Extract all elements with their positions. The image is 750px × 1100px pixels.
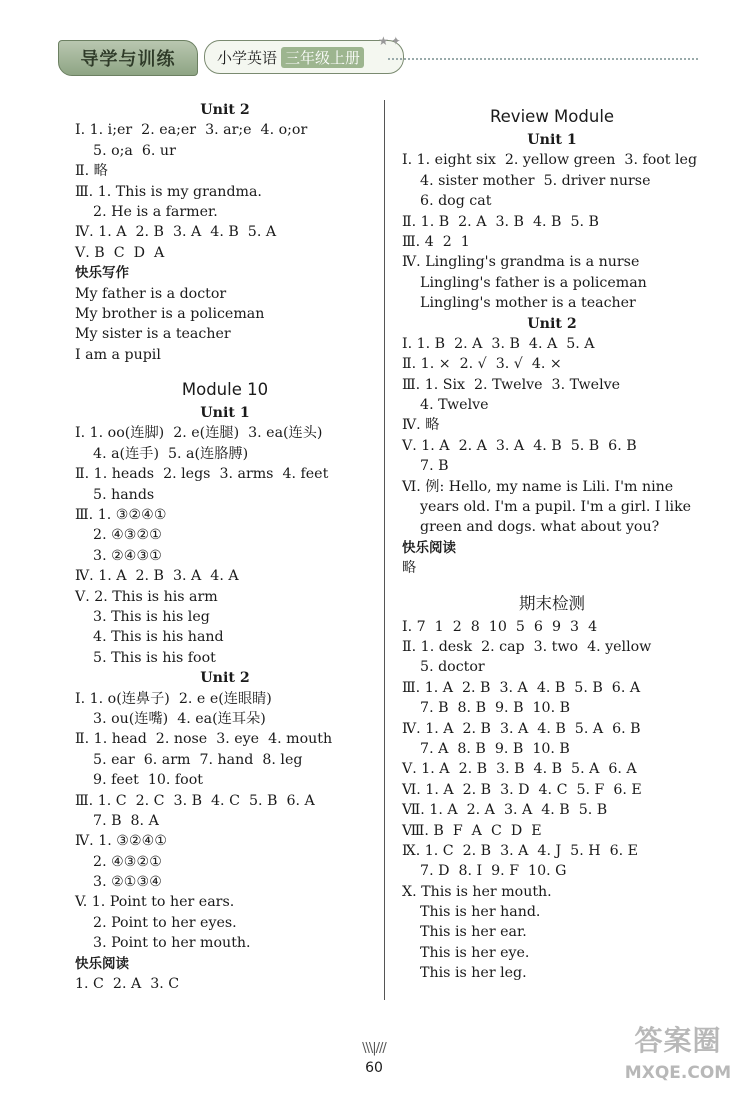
header-dotted-rule bbox=[388, 58, 698, 60]
answer-line: 7. D 8. I 9. F 10. G bbox=[402, 863, 567, 880]
module-heading: Module 10 bbox=[181, 380, 269, 400]
answer-line: green and dogs. what about you? bbox=[402, 519, 660, 536]
answer-line: Ⅱ. 1. head 2. nose 3. eye 4. mouth bbox=[75, 731, 333, 748]
page-number-block bbox=[339, 1040, 409, 1088]
grade-label: 三年级上册 bbox=[281, 47, 364, 68]
answer-line: Ⅰ. 1. oo(连脚) 2. e(连腿) 3. ea(连头) bbox=[75, 425, 323, 442]
answer-line: V. 1. Point to her ears. bbox=[75, 894, 235, 911]
sunburst-ornament-icon: \\\|/// bbox=[362, 1041, 386, 1056]
answer-line: 5. ear 6. arm 7. hand 8. leg bbox=[75, 751, 303, 768]
page-header bbox=[58, 34, 698, 78]
answer-line: Ⅱ. 1. B 2. A 3. B 4. B 5. B bbox=[402, 213, 599, 230]
series-title: 导学与训练 bbox=[58, 40, 198, 76]
answer-line: years old. I'm a pupil. I'm a girl. I like bbox=[402, 499, 692, 516]
answer-line: Ⅳ. Lingling's grandma is a nurse bbox=[402, 254, 640, 271]
answer-line: Ⅹ. This is her mouth. bbox=[402, 883, 552, 900]
module-heading: Review Module bbox=[489, 107, 615, 126]
answer-line: Lingling's mother is a teacher bbox=[402, 295, 636, 312]
unit-heading: Unit 2 bbox=[200, 670, 250, 687]
answer-line: 3. This is his leg bbox=[75, 608, 210, 625]
answer-line: This is her hand. bbox=[402, 904, 541, 921]
right-answer-column bbox=[402, 100, 702, 984]
answer-line: This is her eye. bbox=[402, 944, 530, 961]
answer-line: 2. ④③②① bbox=[75, 853, 162, 870]
subject-label bbox=[204, 40, 404, 74]
answer-line: 3. ②④③① bbox=[75, 547, 162, 564]
answer-line: 2. ④③②① bbox=[75, 527, 162, 544]
answer-line: 2. He is a farmer. bbox=[75, 203, 218, 220]
answer-line: Ⅸ. 1. C 2. B 3. A 4. J 5. H 6. E bbox=[402, 842, 639, 859]
answer-line: Ⅰ. 1. B 2. A 3. B 4. A 5. A bbox=[402, 335, 595, 352]
section-heading: 快乐写作 bbox=[75, 265, 129, 282]
answer-line: 3. ②①③④ bbox=[75, 874, 162, 891]
answer-line: Ⅳ. 1. ③②④① bbox=[75, 833, 168, 850]
page-number: 60 bbox=[365, 1060, 383, 1076]
answer-line: I am a pupil bbox=[75, 346, 161, 363]
left-answer-column bbox=[75, 100, 375, 994]
answer-line: Ⅱ. 1. desk 2. cap 3. two 4. yellow bbox=[402, 638, 652, 655]
answer-line: Ⅴ. 1. A 2. A 3. A 4. B 5. B 6. B bbox=[402, 437, 637, 454]
answer-line: 5. hands bbox=[75, 486, 155, 503]
answer-line: 3. ou(连嘴) 4. ea(连耳朵) bbox=[75, 710, 266, 727]
column-divider bbox=[384, 100, 385, 1000]
watermark-text: 答案圈 bbox=[634, 1024, 722, 1057]
answer-line: 4. a(连手) 5. a(连胳膊) bbox=[75, 445, 249, 462]
answer-line: Ⅰ. 1. o(连鼻子) 2. e e(连眼睛) bbox=[75, 690, 272, 707]
answer-line: My sister is a teacher bbox=[75, 326, 231, 343]
answer-line: Ⅳ. 略 bbox=[402, 417, 440, 434]
answer-line: This is her leg. bbox=[402, 965, 527, 982]
answer-line: My father is a doctor bbox=[75, 285, 227, 302]
spacer bbox=[402, 579, 702, 587]
unit-heading: Unit 1 bbox=[200, 405, 250, 422]
answer-line: 5. doctor bbox=[402, 659, 485, 676]
answer-line: Ⅲ. 1. This is my grandma. bbox=[75, 183, 262, 200]
unit-heading: Unit 2 bbox=[200, 102, 250, 118]
answer-line: 9. feet 10. foot bbox=[75, 772, 203, 789]
answer-line: 4. This is his hand bbox=[75, 629, 224, 646]
answer-line: 7. B 8. B 9. B 10. B bbox=[402, 700, 571, 717]
answer-line: Ⅰ. 7 1 2 8 10 5 6 9 3 4 bbox=[402, 618, 598, 635]
unit-heading: Unit 1 bbox=[527, 132, 577, 148]
answer-line: Ⅲ. 1. ③②④① bbox=[75, 507, 167, 524]
answer-line: Ⅲ. 1. C 2. C 3. B 4. C 5. B 6. A bbox=[75, 792, 315, 809]
answer-line: Ⅳ. 1. A 2. B 3. A 4. A bbox=[75, 568, 239, 585]
answer-line: Ⅴ. 1. A 2. B 3. B 4. B 5. A 6. A bbox=[402, 761, 637, 778]
answer-line: Ⅲ. 1. Six 2. Twelve 3. Twelve bbox=[402, 376, 621, 393]
answer-line: Ⅶ. 1. A 2. A 3. A 4. B 5. B bbox=[402, 802, 608, 819]
spacer bbox=[75, 365, 375, 373]
answer-line: Ⅳ. 1. A 2. B 3. A 4. B 5. A bbox=[75, 224, 277, 241]
answer-line: Ⅱ. 略 bbox=[75, 163, 108, 180]
answer-line: 6. dog cat bbox=[402, 193, 492, 210]
answer-line: 7. A 8. B 9. B 10. B bbox=[402, 740, 570, 757]
answer-line: 1. C 2. A 3. C bbox=[75, 976, 180, 993]
answer-line: 5. o;a 6. ur bbox=[75, 142, 176, 159]
section-heading: 快乐阅读 bbox=[402, 539, 456, 556]
answer-line: 4. sister mother 5. driver nurse bbox=[402, 172, 651, 189]
section-heading: 快乐阅读 bbox=[75, 955, 129, 972]
answer-line: 7. B bbox=[402, 458, 449, 475]
watermark-url: MXQE.COM bbox=[624, 1063, 732, 1083]
unit-heading: Unit 2 bbox=[527, 315, 577, 332]
subject-name: 小学英语 bbox=[217, 48, 278, 67]
answer-line: 7. B 8. A bbox=[75, 812, 159, 829]
answer-line: Lingling's father is a policeman bbox=[402, 274, 647, 291]
answer-line: 4. Twelve bbox=[402, 397, 489, 414]
answer-line: 略 bbox=[402, 560, 417, 577]
answer-line: Ⅳ. 1. A 2. B 3. A 4. B 5. A 6. B bbox=[402, 720, 641, 737]
answer-line: Ⅰ. 1. i;er 2. ea;er 3. ar;e 4. o;or bbox=[75, 122, 308, 139]
answer-line: 5. This is his foot bbox=[75, 649, 216, 666]
answer-line: Ⅲ. 1. A 2. B 3. A 4. B 5. B 6. A bbox=[402, 679, 641, 696]
answer-line: Ⅴ. B C D A bbox=[75, 244, 165, 261]
answer-line: Ⅰ. 1. eight six 2. yellow green 3. foot leg bbox=[402, 152, 698, 169]
answer-line: Ⅷ. B F A C D E bbox=[402, 822, 542, 839]
star-decoration-icon: ★✦ bbox=[378, 34, 403, 48]
answer-line: Ⅵ. 1. A 2. B 3. D 4. C 5. F 6. E bbox=[402, 781, 642, 798]
answer-line: My brother is a policeman bbox=[75, 305, 265, 322]
answer-line: Ⅵ. 例: Hello, my name is Lili. I'm nine bbox=[402, 478, 674, 495]
module-heading: 期末检测 bbox=[519, 593, 585, 613]
answer-line: 2. Point to her eyes. bbox=[75, 914, 237, 931]
answer-line: Ⅴ. 2. This is his arm bbox=[75, 588, 218, 605]
answer-line: Ⅲ. 4 2 1 bbox=[402, 233, 470, 250]
answer-line: Ⅱ. 1. × 2. √ 3. √ 4. × bbox=[402, 356, 562, 373]
watermark bbox=[612, 1022, 744, 1094]
answer-line: This is her ear. bbox=[402, 924, 527, 941]
answer-line: Ⅱ. 1. heads 2. legs 3. arms 4. feet bbox=[75, 466, 329, 483]
answer-line: 3. Point to her mouth. bbox=[75, 935, 251, 952]
